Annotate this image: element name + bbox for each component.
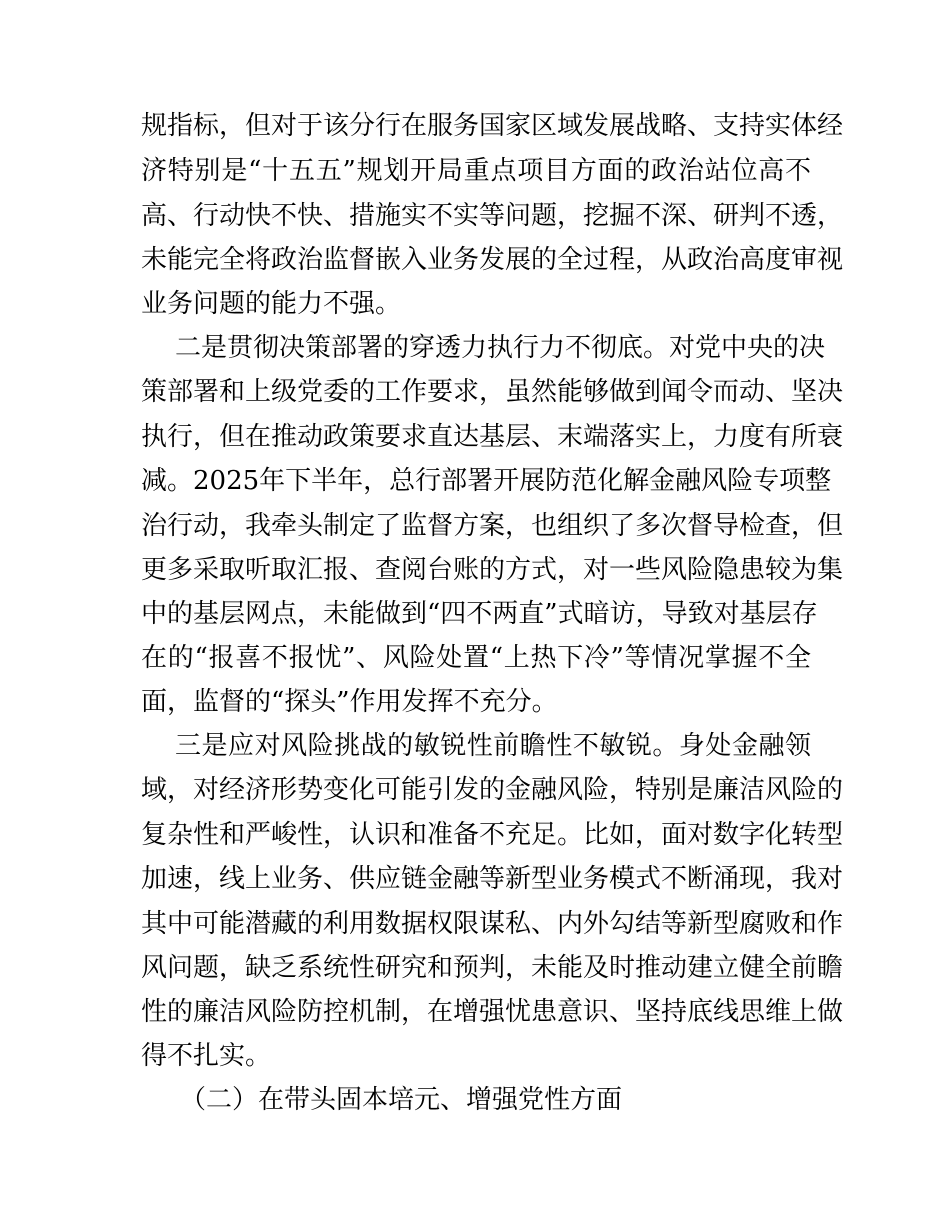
paragraph-line: 复杂性和严峻性，认识和准备不充足。比如，面对数字化转型 <box>141 820 844 850</box>
paragraph-line: 性的廉洁风险防控机制，在增强忧患意识、坚持底线思维上做 <box>141 997 844 1027</box>
paragraph-line: 其中可能潜藏的利用数据权限谋私、内外勾结等新型腐败和作 <box>141 909 844 939</box>
paragraph-line: 面，监督的“探头”作用发挥不充分。 <box>141 687 558 717</box>
paragraph-line: 更多采取听取汇报、查阅台账的方式，对一些风险隐患较为集 <box>141 555 844 585</box>
paragraph-line: 在的“报喜不报忧”、风险处置“上热下冷”等情况掌握不全 <box>141 643 811 673</box>
paragraph-first-line: 三是应对风险挑战的敏锐性前瞻性不敏锐。身处金融领 <box>175 731 811 761</box>
paragraph-line: 风问题，缺乏系统性研究和预判，未能及时推动建立健全前瞻 <box>141 953 844 983</box>
paragraph-line: 得不扎实。 <box>141 1041 272 1071</box>
paragraph-line: 中的基层网点，未能做到“四不两直”式暗访，导致对基层存 <box>141 599 818 629</box>
paragraph-line: 执行，但在推动政策要求直达基层、末端落实上，力度有所衰 <box>141 422 844 452</box>
paragraph-line: 业务问题的能力不强。 <box>141 289 402 319</box>
paragraph-line: 未能完全将政治监督嵌入业务发展的全过程，从政治高度审视 <box>141 245 844 275</box>
paragraph-first-line: 二是贯彻决策部署的穿透力执行力不彻底。对党中央的决 <box>175 333 826 363</box>
paragraph-line: 治行动，我牵头制定了监督方案，也组织了多次督导检查，但 <box>141 511 844 541</box>
paragraph-line: 减。2025年下半年，总行部署开展防范化解金融风险专项整 <box>141 466 832 496</box>
paragraph-line: 规指标，但对于该分行在服务国家区域发展战略、支持实体经 <box>141 111 844 141</box>
paragraph-line: 高、行动快不快、措施实不实等问题，挖掘不深、研判不透， <box>141 201 844 231</box>
paragraph-line: 域，对经济形势变化可能引发的金融风险，特别是廉洁风险的 <box>141 775 844 805</box>
paragraph-line: 济特别是“十五五”规划开局重点项目方面的政治站位高不 <box>141 156 811 186</box>
paragraph-line: 加速，线上业务、供应链金融等新型业务模式不断涌现，我对 <box>141 864 844 894</box>
section-heading: （二）在带头固本培元、增强党性方面 <box>180 1085 623 1115</box>
paragraph-line: 策部署和上级党委的工作要求，虽然能够做到闻令而动、坚决 <box>141 377 844 407</box>
